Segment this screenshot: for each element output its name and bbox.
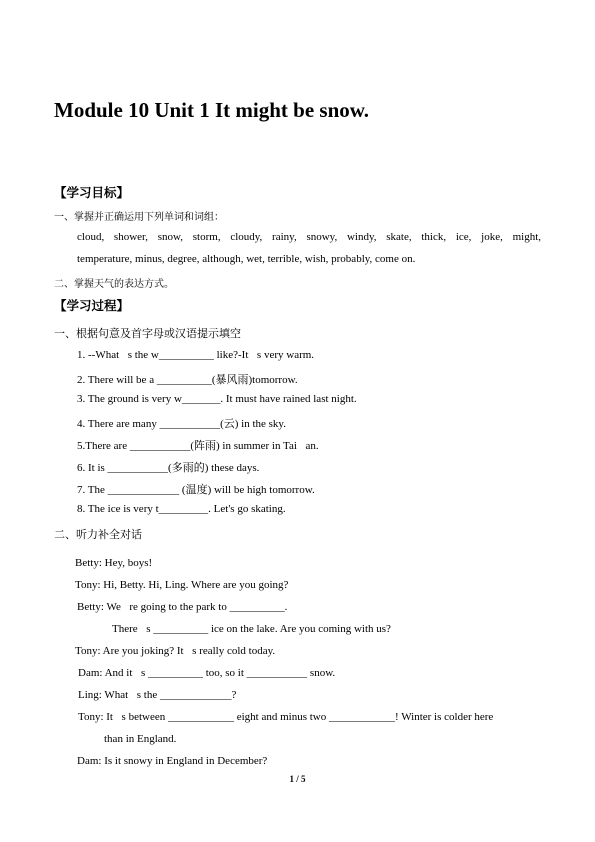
exercise-item: 3. The ground is very w_______. It must have rained last night. xyxy=(77,393,357,405)
page-number: 1 / 5 xyxy=(289,774,306,784)
dialogue-line: Tony: Hi, Betty. Hi, Ling. Where are you going? xyxy=(75,579,289,591)
goal-item-1: 一、掌握并正确运用下列单词和词组： xyxy=(54,212,224,223)
part-1-heading: 一、根据句意及首字母或汉语提示填空 xyxy=(54,327,241,340)
part-2-heading: 二、听力补全对话 xyxy=(54,528,142,541)
exercise-item: 6. It is ___________(多雨的) these days. xyxy=(77,462,260,474)
dialogue-line: Dam: Is it snowy in England in December? xyxy=(77,755,268,767)
dialogue-line: Dam: And it s __________ too, so it ___________ snow. xyxy=(78,667,336,679)
exercise-item: 7. The _____________ (温度) will be high tomorrow. xyxy=(77,484,315,496)
exercise-item: 8. The ice is very t_________. Let's go skating. xyxy=(77,503,286,515)
vocabulary-line-1: cloud, shower, snow, storm, cloudy, rainy, snowy, windy, skate, thick, ice, joke, might, xyxy=(77,231,541,243)
exercise-item: 2. There will be a __________(暴风雨)tomorrow. xyxy=(77,374,298,386)
exercise-item: 1. --What s the w__________ like?-It s very warm. xyxy=(77,349,315,361)
dialogue-line: Betty: Hey, boys! xyxy=(75,557,153,569)
exercise-item: 4. There are many ___________(云) in the sky. xyxy=(77,418,286,430)
dialogue-line: than in England. xyxy=(104,733,177,745)
goal-item-2: 二、掌握天气的表达方式。 xyxy=(54,279,174,290)
section-heading-process: 【学习过程】 xyxy=(54,298,130,313)
dialogue-line: Tony: Are you joking? It s really cold today. xyxy=(75,645,276,657)
dialogue-line: Tony: It s between ____________ eight and minus two ____________! Winter is colder here xyxy=(78,711,494,723)
section-heading-goals: 【学习目标】 xyxy=(54,185,130,200)
vocabulary-line-2: temperature, minus, degree, although, wet, terrible, wish, probably, come on. xyxy=(77,253,416,265)
exercise-item: 5.There are ___________(阵雨) in summer in Tai an. xyxy=(77,440,319,452)
dialogue-line: Betty: We re going to the park to __________. xyxy=(77,601,288,613)
page-title: Module 10 Unit 1 It might be snow. xyxy=(54,98,370,122)
dialogue-line: There s __________ ice on the lake. Are you coming with us? xyxy=(112,623,391,635)
dialogue-line: Ling: What s the _____________? xyxy=(78,689,237,701)
